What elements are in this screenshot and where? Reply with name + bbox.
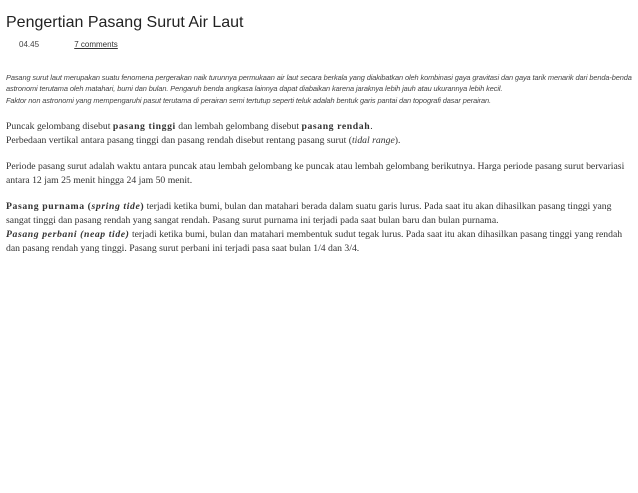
comments-link[interactable]: 7 comments [74, 40, 118, 49]
term-pasang-rendah: pasang rendah [301, 121, 371, 133]
term-pasang-perbani: Pasang perbani (neap tide) [6, 229, 130, 241]
paragraph-neap-tide: Pasang perbani (neap tide) terjadi ketika bumi, bulan dan matahari membentuk sudut tegak lurus. Pada saat itu akan dihasilkan pasang tinggi yang rendah dan pasang rendah yang tinggi. Pasang surut perbani ini terjadi pasa saat bulan 1/4 dan 3/4. [6, 229, 623, 255]
intro-paragraph-2: Faktor non astronomi yang mempengaruhi pasut terutama di perairan semi tertutup seperti teluk adalah bentuk garis pantai dan topografi dasar perairan. [6, 95, 491, 105]
term-pasang-tinggi: pasang tinggi [112, 121, 176, 133]
paragraph-wave-peak: Puncak gelombang disebut pasang tinggi dan lembah gelombang disebut pasang rendah. [6, 121, 373, 133]
post-title: Pengertian Pasang Surut Air Laut [6, 14, 244, 31]
paragraph-period: Periode pasang surut adalah waktu antara puncak atau lembah gelombang ke puncak atau lembah gelombang berikutnya. Harga periode pasang surut bervariasi antara 12 jam 25 menit hingga 24 jam 50 menit. [6, 161, 625, 187]
post-body [6, 120, 632, 256]
intro-paragraph-1: Pasang surut laut merupakan suatu fenomena pergerakan naik turunnya permukaan air laut secara berkala yang diakibatkan oleh kombinasi gaya gravitasi dan gaya tarik menarik dari benda-benda astronomi terutama oleh matahari, bumi dan bulan. Pengaruh benda angkasa lainnya dapat diabaikan karena jaraknya lebih jauh atau ukurannya lebih kecil. [6, 73, 632, 94]
intro-text [6, 72, 632, 106]
paragraph-tidal-range: Perbedaan vertikal antara pasang tinggi dan pasang rendah disebut rentang pasang surut (tidal range). [6, 135, 401, 147]
term-tidal-range: tidal range [351, 135, 395, 147]
paragraph-spring-tide: Pasang purnama (spring tide) terjadi ketika bumi, bulan dan matahari berada dalam suatu garis lurus. Pada saat itu akan dihasilkan pasang tinggi yang sangat tinggi dan pasang rendah yang sangat rendah. Pasang surut purnama ini terjadi pada saat bulan baru dan bulan purnama. [6, 201, 612, 227]
term-pasang-purnama: Pasang purnama (spring tide) [6, 201, 145, 213]
post-time: 04.45 [19, 40, 40, 49]
post-meta [6, 40, 632, 52]
